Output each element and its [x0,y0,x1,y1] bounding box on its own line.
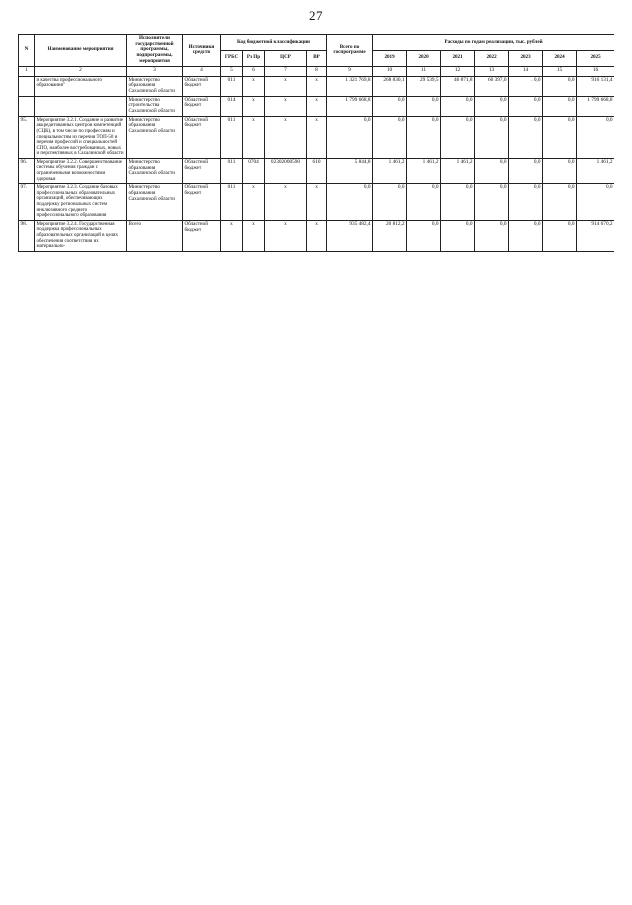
row-number: 96. [19,158,35,183]
vr-code: x [307,184,327,221]
year-amount: 0,0 [373,96,407,116]
row-number [19,96,35,116]
grbs-code: x [221,220,243,251]
row-number: 97. [19,184,35,221]
csr-code: x [265,96,307,116]
grbs-code: 014 [221,96,243,116]
header-year: 2025 [577,50,614,66]
vr-code: x [307,96,327,116]
column-number: 10 [373,66,407,76]
executor: Министерство образования Сахалинской области [127,116,183,158]
measure-name: Мероприятие 3.2.3. Создание базовых профессиональных образовательных организаций, обеспечивающих поддержку региональных систем инклюзивного среднего профессионального образования [35,184,127,221]
column-number: 9 [327,66,373,76]
budget-table-container [18,34,614,892]
rzpr-code: 0704 [243,158,265,183]
funding-source: Областной бюджет [183,76,221,96]
year-amount: 46 871,8 [441,76,475,96]
header-year: 2020 [407,50,441,66]
column-number: 4 [183,66,221,76]
year-amount: 0,0 [475,116,509,158]
year-amount: 0,0 [509,220,543,251]
year-amount: 1 461,2 [577,158,614,183]
total-amount: 0,0 [327,184,373,221]
column-number: 5 [221,66,243,76]
budget-table [18,34,614,252]
year-amount: 0,0 [509,158,543,183]
table-row [19,158,615,183]
total-amount: 0,0 [327,116,373,158]
year-amount: 1 461,2 [407,158,441,183]
year-amount: 0,0 [543,158,577,183]
column-number: 2 [35,66,127,76]
header-budget-code: Код бюджетной классификации [221,35,327,51]
year-amount: 1 799 668,8 [577,96,614,116]
column-number: 1 [19,66,35,76]
funding-source: Областной бюджет [183,158,221,183]
year-amount: 0,0 [577,184,614,221]
funding-source: Областной бюджет [183,96,221,116]
year-amount: 0,0 [475,220,509,251]
vr-code: 610 [307,158,327,183]
column-number: 8 [307,66,327,76]
grbs-code: 011 [221,158,243,183]
total-amount: 935 482,4 [327,220,373,251]
funding-source: Областной бюджет [183,184,221,221]
executor: Всего [127,220,183,251]
header-year: 2022 [475,50,509,66]
rzpr-code: x [243,96,265,116]
executor: Министерство образования Сахалинской области [127,76,183,96]
year-amount: 0,0 [475,96,509,116]
measure-name: и качества профессионального образования" [35,76,127,96]
row-number: 95. [19,116,35,158]
table-row [19,116,615,158]
csr-code: x [265,184,307,221]
year-amount: 0,0 [543,76,577,96]
header-vr: ВР [307,50,327,66]
year-amount: 0,0 [577,116,614,158]
rzpr-code: x [243,116,265,158]
header-rzpr: Рз Пр [243,50,265,66]
header-expenses: Расходы по годам реализации, тыс. рублей [373,35,614,51]
year-amount: 0,0 [509,184,543,221]
csr-code: x [265,116,307,158]
csr-code: x [265,76,307,96]
rzpr-code: x [243,220,265,251]
year-amount: 0,0 [441,184,475,221]
year-amount: 1 461,2 [373,158,407,183]
table-row [19,96,615,116]
year-amount: 0,0 [373,184,407,221]
measure-name [35,96,127,116]
year-amount: 0,0 [373,116,407,158]
header-csr: ЦСР [265,50,307,66]
column-number: 16 [577,66,614,76]
header-year: 2019 [373,50,407,66]
rzpr-code: x [243,184,265,221]
page-number: 27 [309,8,323,23]
year-amount: 0,0 [441,220,475,251]
column-number: 11 [407,66,441,76]
column-number: 6 [243,66,265,76]
table-row [19,220,615,251]
year-amount: 0,0 [407,116,441,158]
rzpr-code: x [243,76,265,96]
year-amount: 0,0 [475,158,509,183]
year-amount: 0,0 [543,184,577,221]
row-number [19,76,35,96]
header-total: Всего по госпрограмме [327,35,373,67]
year-amount: 0,0 [543,220,577,251]
year-amount: 0,0 [407,184,441,221]
grbs-code: 011 [221,116,243,158]
year-amount: 914 670,2 [577,220,614,251]
column-number: 13 [475,66,509,76]
executor: Министерство строительства Сахалинской области [127,96,183,116]
header-name: Наименование мероприятия [35,35,127,67]
grbs-code: 011 [221,184,243,221]
csr-code: x [265,220,307,251]
vr-code: x [307,116,327,158]
measure-name: Мероприятие 3.2.4. Государственная поддержка профессиональных образовательных организаций в целях обеспечения соответствия их материально- [35,220,127,251]
table-row [19,184,615,221]
funding-source: Областной бюджет [183,116,221,158]
year-amount: 0,0 [509,96,543,116]
year-amount: 0,0 [407,96,441,116]
year-amount: 268 830,1 [373,76,407,96]
year-amount: 0,0 [475,184,509,221]
year-amount: 60 397,0 [475,76,509,96]
header-year: 2024 [543,50,577,66]
total-amount: 1 799 668,8 [327,96,373,116]
header-year: 2023 [509,50,543,66]
header-n: N [19,35,35,67]
year-amount: 0,0 [441,116,475,158]
year-amount: 0,0 [509,116,543,158]
vr-code: x [307,76,327,96]
column-number: 12 [441,66,475,76]
executor: Министерство образования Сахалинской области [127,158,183,183]
column-number: 3 [127,66,183,76]
column-number: 14 [509,66,543,76]
table-row [19,76,615,96]
header-grbs: ГРБС [221,50,243,66]
year-amount: . 0,0 [509,76,543,96]
column-number: 7 [265,66,307,76]
measure-name: Мероприятие 3.2.1. Создание и развитие аккредитованных центров компетенций (СЦК), в том числе по профессиям и специальностям из перечня ТОП-50 и перечня профессий и специальностей СПО, наиболее востребованных, новых и перспективных в Сахалинской области [35,116,127,158]
year-amount: 0,0 [407,220,441,251]
year-amount: 0,0 [441,96,475,116]
executor: Министерство образования Сахалинской области [127,184,183,221]
table-header [19,35,615,77]
csr-code: 02302000590 [265,158,307,183]
year-amount: 1 461,2 [441,158,475,183]
row-number: 98. [19,220,35,251]
column-number-row [19,66,615,76]
vr-code: x [307,220,327,251]
column-number: 15 [543,66,577,76]
total-amount: 1 321 769,8 [327,76,373,96]
header-year: 2021 [441,50,475,66]
grbs-code: 011 [221,76,243,96]
funding-source: Областной бюджет [183,220,221,251]
measure-name: Мероприятие 3.2.2. Совершенствование системы обучения граждан с ограниченными возможностями здоровья [35,158,127,183]
total-amount: 5 844,8 [327,158,373,183]
year-amount: 20 812,2 [373,220,407,251]
year-amount: 0,0 [543,116,577,158]
table-body [19,76,615,251]
year-amount: 916 131,4 [577,76,614,96]
header-source: Источники средств [183,35,221,67]
header-executors: Исполнители государственной программы, подпрограммы, мероприятия [127,35,183,67]
year-amount: 0,0 [543,96,577,116]
year-amount: 29 539,5 [407,76,441,96]
